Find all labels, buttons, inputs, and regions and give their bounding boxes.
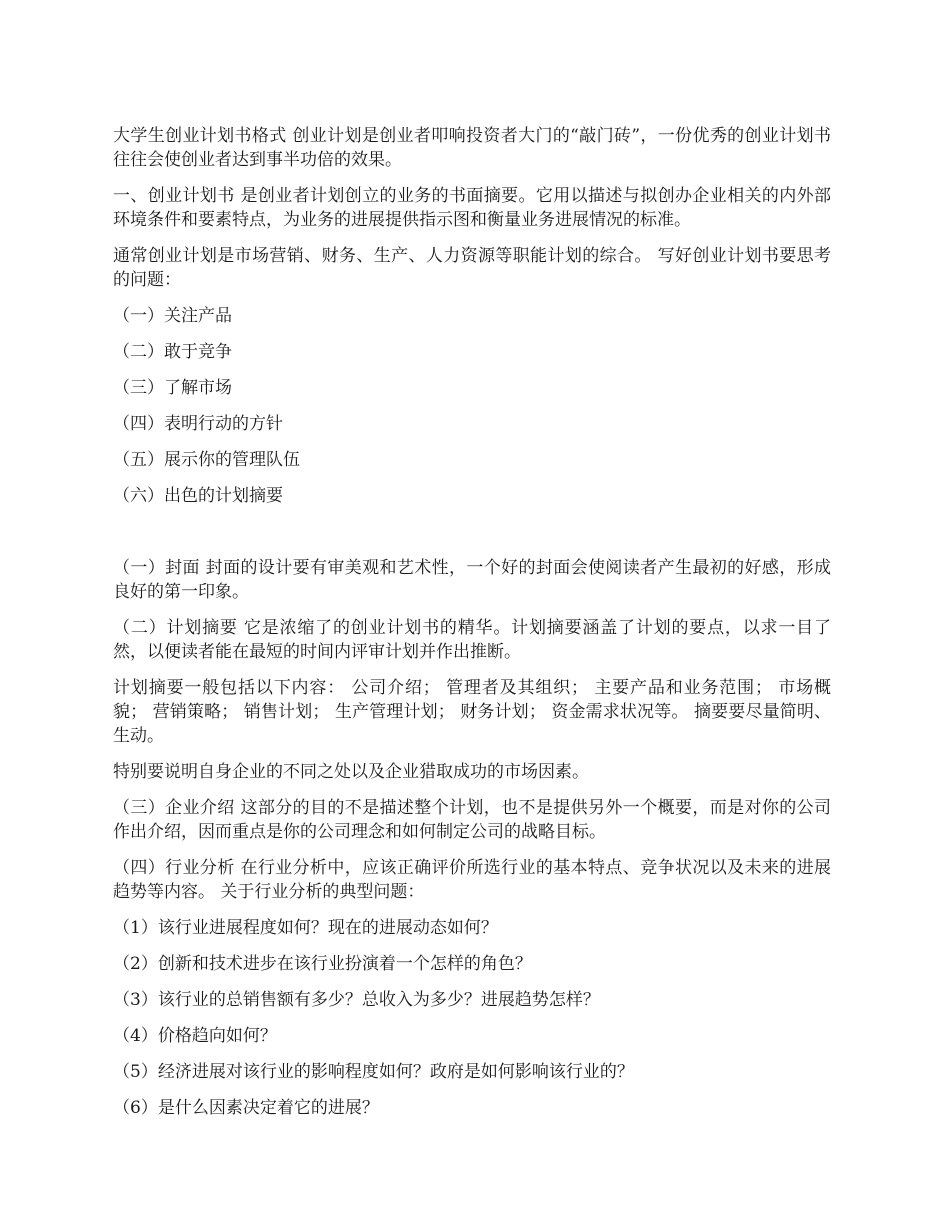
list-item: （二）敢于竞争: [113, 342, 232, 362]
considerations-list: [113, 304, 831, 508]
list-item: （3）该行业的总销售额有多少？总收入为多少？进展趋势怎样？: [113, 990, 600, 1010]
section-spacer: [113, 520, 831, 556]
list-item: （5）经济进展对该行业的影响程度如何？政府是如何影响该行业的？: [113, 1062, 634, 1082]
document-page: [113, 124, 831, 1132]
list-item: （一）关注产品: [113, 306, 232, 326]
list-item: （五）展示你的管理队伍: [113, 450, 300, 470]
list-item: （六）出色的计划摘要: [113, 486, 283, 506]
industry-questions-list: [113, 916, 831, 1120]
list-item: （三）了解市场: [113, 378, 232, 398]
list-item: （2）创新和技术进步在该行业扮演着一个怎样的角色？: [113, 954, 532, 974]
summary-paragraph: （二）计划摘要 它是浓缩了的创业计划书的精华。计划摘要涵盖了计划的要点，以求一目了然，以便读者能在最短的时间内评审计划并作出推断。: [113, 618, 831, 662]
list-item: （1）该行业进展程度如何？现在的进展动态如何？: [113, 918, 498, 938]
summary-contents-paragraph: 计划摘要一般包括以下内容： 公司介绍； 管理者及其组织； 主要产品和业务范围； 市场概貌； 营销策略； 销售计划； 生产管理计划； 财务计划； 资金需求状况等。 摘要要尽量简明、生动。: [113, 678, 831, 746]
list-item: （4）价格趋向如何？: [113, 1026, 277, 1046]
list-item: （四）表明行动的方针: [113, 414, 283, 434]
intro-paragraph: 大学生创业计划书格式 创业计划是创业者叩响投资者大门的“敲门砖”，一份优秀的创业计划书往往会使创业者达到事半功倍的效果。: [113, 126, 831, 170]
differences-paragraph: 特别要说明自身企业的不同之处以及企业猎取成功的市场因素。: [113, 762, 589, 782]
industry-analysis-paragraph: （四）行业分析 在行业分析中，应该正确评价所选行业的基本特点、竞争状况以及未来的进展趋势等内容。 关于行业分析的典型问题：: [113, 858, 831, 902]
company-intro-paragraph: （三）企业介绍 这部分的目的不是描述整个计划，也不是提供另外一个概要，而是对你的公司作出介绍，因而重点是你的公司理念和如何制定公司的战略目标。: [113, 798, 831, 842]
list-item: （6）是什么因素决定着它的进展？: [113, 1098, 379, 1118]
cover-paragraph: （一）封面 封面的设计要有审美观和艺术性，一个好的封面会使阅读者产生最初的好感，形成良好的第一印象。: [113, 558, 831, 602]
definition-paragraph: 一、创业计划书 是创业者计划创立的业务的书面摘要。它用以描述与拟创办企业相关的内外部环境条件和要素特点，为业务的进展提供指示图和衡量业务进展情况的标准。: [113, 186, 831, 230]
overview-paragraph: 通常创业计划是市场营销、财务、生产、人力资源等职能计划的综合。 写好创业计划书要思考的问题：: [113, 246, 831, 290]
